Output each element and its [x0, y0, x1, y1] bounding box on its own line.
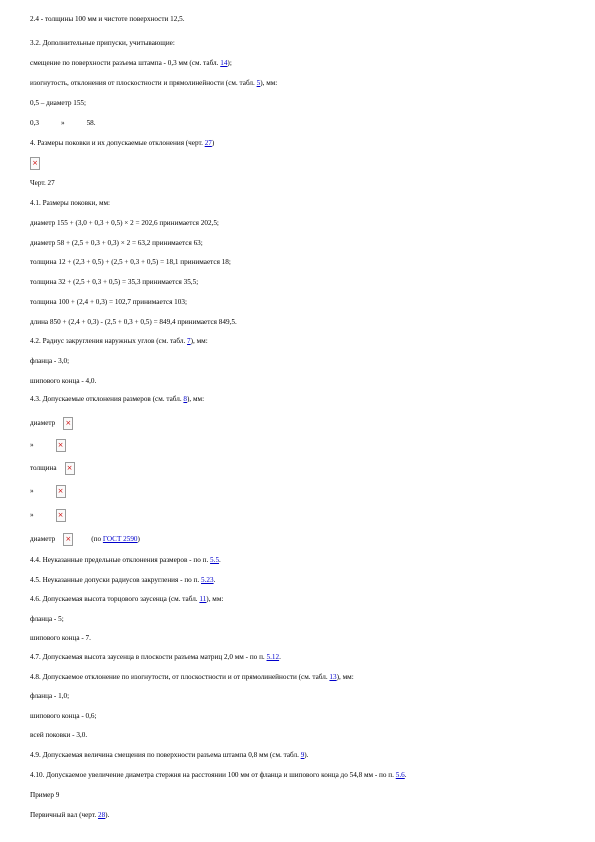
- ditto-mark: »: [30, 441, 34, 450]
- text: 2.4 - толщины 100 мм и чистоте поверхности 12,5.: [30, 15, 185, 23]
- text: длина 850 + (2,4 + 0,3) - (2,5 + 0,3 + 0,5) = 849,4 принимается 849,5.: [30, 318, 237, 326]
- clause-5-5-link[interactable]: 5.5: [210, 556, 220, 564]
- text: толщина 100 + (2,4 + 0,3) = 102,7 принимается 103;: [30, 298, 187, 306]
- text: смещение по поверхности разъема штампа - 0,3 мм (см. табл.: [30, 59, 221, 67]
- paragraph-4-6: [30, 594, 575, 604]
- paragraph-4-4: [30, 555, 575, 565]
- paragraph-diameter-58: [30, 118, 575, 128]
- text: .: [213, 576, 216, 584]
- table-7-link[interactable]: 7: [187, 337, 191, 345]
- example-9-heading: [30, 790, 575, 800]
- text: ), мм:: [260, 79, 278, 87]
- text: толщина 12 + (2,3 + 0,5) + (2,5 + 0,3 + 0,5) = 18,1 принимается 18;: [30, 258, 231, 266]
- ditto-mark: »: [60, 119, 65, 127]
- primary-shaft-paragraph: [30, 810, 575, 820]
- text: 0,3: [30, 119, 39, 127]
- text: 58.: [86, 119, 96, 127]
- clause-5-12-link[interactable]: 5.12: [266, 653, 280, 661]
- gost-2590-link[interactable]: ГОСТ 2590: [102, 535, 138, 544]
- tolerance-ditto-2: [30, 485, 575, 498]
- calc-diameter-155: [30, 218, 575, 228]
- figure-28-link[interactable]: 28: [97, 811, 106, 819]
- figure-27-caption: [30, 178, 575, 188]
- text: ), мм:: [206, 595, 224, 603]
- radius-flange: [30, 356, 575, 366]
- section-4-heading: [30, 138, 575, 148]
- table-14-link[interactable]: 14: [220, 59, 228, 67]
- clause-5-6-link[interactable]: 5.6: [395, 771, 405, 779]
- text: диаметр 155 + (3,0 + 0,3 + 0,5) × 2 = 202,6 принимается 202,5;: [30, 219, 219, 227]
- calc-length-850: [30, 317, 575, 327]
- paragraph-4-7: [30, 652, 575, 662]
- figure-27-link[interactable]: 27: [204, 139, 212, 147]
- table-5-link[interactable]: 5: [256, 79, 261, 87]
- text: фланца - 1,0;: [30, 692, 70, 700]
- calc-thickness-100: [30, 297, 575, 307]
- table-11-link[interactable]: 11: [199, 595, 207, 603]
- text: шипового конца - 0,6;: [30, 712, 97, 720]
- text: ), мм:: [336, 673, 354, 681]
- text: ): [137, 535, 140, 544]
- paragraph-shift: [30, 58, 575, 68]
- table-13-link[interactable]: 13: [329, 673, 337, 681]
- broken-image-icon: [63, 533, 73, 546]
- text: толщина: [30, 464, 57, 473]
- text: .: [219, 556, 221, 564]
- text: изогнутость, отклонения от плоскостности и прямолинейности (см. табл.: [30, 79, 257, 87]
- text: 4.8. Допускаемое отклонение по изогнутости, от плоскостности и от прямолинейности (см. табл.: [30, 673, 330, 681]
- text: диаметр 58 + (2,5 + 0,3 + 0,3) × 2 = 63,2 принимается 63;: [30, 239, 203, 247]
- paragraph-4-10: [30, 770, 575, 780]
- text: );: [227, 59, 232, 67]
- text: диаметр: [30, 535, 56, 544]
- text: диаметр: [30, 419, 56, 428]
- text: ).: [304, 751, 309, 759]
- radius-spline-end: [30, 376, 575, 386]
- text: ), мм:: [190, 337, 208, 345]
- calc-thickness-32: [30, 277, 575, 287]
- text: фланца - 3,0;: [30, 357, 70, 365]
- text: всей поковки - 3,0.: [30, 731, 88, 739]
- text: фланца - 5;: [30, 615, 64, 623]
- text: Первичный вал (черт.: [30, 811, 98, 819]
- paragraph-4-8: [30, 672, 575, 682]
- deviation-flange: [30, 691, 575, 701]
- tolerance-ditto-1: [30, 439, 575, 452]
- broken-image-icon: [65, 462, 75, 475]
- text: 4.3. Допускаемые отклонения размеров (см. табл.: [30, 395, 184, 403]
- paragraph-4-3: [30, 394, 575, 404]
- paragraph-4-5: [30, 575, 575, 585]
- broken-image-icon: [56, 485, 66, 498]
- paragraph-3-2: [30, 38, 575, 48]
- figure-27-placeholder: [30, 157, 575, 170]
- text: ).: [105, 811, 110, 819]
- text: Пример 9: [30, 791, 60, 799]
- text: 4.9. Допускаемая величина смещения по поверхности разъема штампа 0,8 мм (см. табл.: [30, 751, 301, 759]
- paragraph-4-1: [30, 198, 575, 208]
- tolerance-ditto-3: [30, 509, 575, 522]
- text: ): [211, 139, 215, 147]
- text: толщина 32 + (2,5 + 0,3 + 0,5) = 35,3 принимается 35,5;: [30, 278, 199, 286]
- text: 3.2. Дополнительные припуски, учитывающие:: [30, 39, 175, 47]
- text: 4.4. Неуказанные предельные отклонения размеров - по п.: [30, 556, 211, 564]
- text: (по: [91, 535, 103, 544]
- paragraph-4-9: [30, 750, 575, 760]
- broken-image-icon: [56, 439, 66, 452]
- clause-5-23-link[interactable]: 5.23: [201, 576, 214, 584]
- text: 4.7. Допускаемая высота заусенца в плоскости разъема матриц 2,0 мм - по п.: [30, 653, 267, 661]
- calc-diameter-58: [30, 238, 575, 248]
- text: 4.5. Неуказанные допуски радиусов закругления - по п.: [30, 576, 201, 584]
- table-9-link[interactable]: 9: [300, 751, 305, 759]
- text: 4.1. Размеры поковки, мм:: [30, 199, 111, 207]
- ditto-mark: »: [30, 487, 34, 496]
- text: шипового конца - 4,0.: [30, 377, 97, 385]
- paragraph-2-4: [30, 14, 575, 24]
- paragraph-curvature: [30, 78, 575, 88]
- text: 4.6. Допускаемая высота торцового заусенца (см. табл.: [30, 595, 200, 603]
- text: .: [404, 771, 407, 779]
- text: 4.10. Допускаемое увеличение диаметра стержня на расстоянии 100 мм от фланца и шипового конца до 54,8 мм - по п.: [30, 771, 396, 779]
- text: Черт. 27: [30, 179, 55, 187]
- tolerance-thickness: [30, 462, 575, 475]
- tolerance-diameter-gost: [30, 533, 575, 546]
- deviation-spline-end: [30, 711, 575, 721]
- broken-image-icon: [63, 417, 73, 430]
- broken-image-icon: [56, 509, 66, 522]
- text: 0,5 – диаметр 155;: [30, 99, 87, 107]
- text: .: [279, 653, 281, 661]
- text: 4. Размеры поковки и их допускаемые отклонения (черт.: [30, 139, 205, 147]
- text: ), мм:: [187, 395, 205, 403]
- flash-flange: [30, 614, 575, 624]
- calc-thickness-12: [30, 257, 575, 267]
- table-8-link[interactable]: 8: [183, 395, 188, 403]
- ditto-mark: »: [30, 511, 34, 520]
- text: 4.2. Радиус закругления наружных углов (см. табл.: [30, 337, 188, 345]
- flash-spline-end: [30, 633, 575, 643]
- paragraph-4-2: [30, 336, 575, 346]
- deviation-whole-forging: [30, 730, 575, 740]
- tolerance-diameter: [30, 417, 575, 430]
- broken-image-icon: [30, 157, 40, 170]
- paragraph-diameter-155: [30, 98, 575, 108]
- text: шипового конца - 7.: [30, 634, 91, 642]
